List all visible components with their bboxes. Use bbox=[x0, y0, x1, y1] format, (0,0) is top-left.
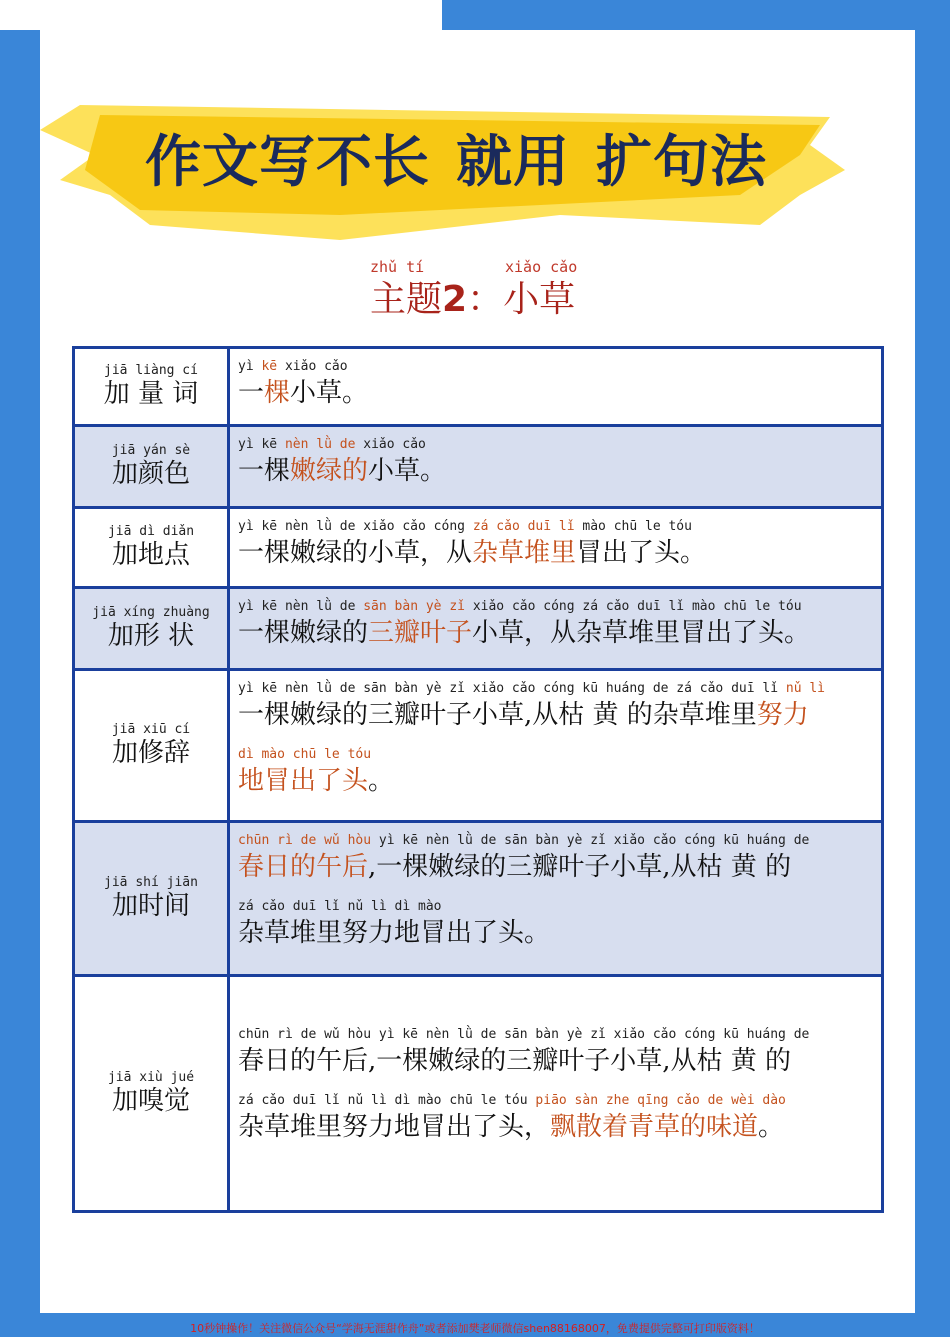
table-row bbox=[74, 670, 883, 822]
title-part-2: 就用 bbox=[456, 130, 570, 195]
title-part-1: 作文写不长 bbox=[145, 130, 430, 195]
row-label-pinyin: jiā liàng cí bbox=[104, 363, 198, 378]
pinyin-highlight: zá cǎo duī lǐ bbox=[472, 519, 575, 534]
pinyin-text: yì kē bbox=[238, 437, 278, 452]
sentence-highlight: 努力 bbox=[756, 700, 809, 730]
pinyin-highlight: chūn rì de wǔ hòu bbox=[238, 833, 372, 848]
topic-number: 2 bbox=[442, 279, 468, 320]
row-label: 加形 状 bbox=[107, 621, 195, 651]
row-label-cell bbox=[74, 976, 229, 1212]
pinyin-highlight: nèn lǜ de bbox=[284, 437, 356, 452]
topic-pinyin-a: zhǔ tí bbox=[370, 258, 425, 276]
pinyin-highlight: piāo sàn zhe qīng cǎo de wèi dào bbox=[527, 1093, 786, 1108]
pinyin-highlight: sān bàn yè zǐ bbox=[363, 599, 465, 614]
sentence-highlight: 嫩绿的 bbox=[290, 456, 369, 486]
row-label-cell bbox=[74, 426, 229, 508]
pinyin-text: yì kē nèn lǜ de sān bàn yè zǐ xiǎo cǎo cóng kū huáng de bbox=[371, 833, 810, 848]
pinyin-text: yì kē nèn lǜ de sān bàn yè zǐ xiǎo cǎo cóng kū huáng de zá cǎo duī lǐ bbox=[238, 681, 779, 696]
row-label-cell bbox=[74, 822, 229, 976]
sentence-text: ,一棵嫩绿的三瓣叶子小草,从枯 黄 的 bbox=[368, 852, 792, 882]
row-label-pinyin: jiā dì diǎn bbox=[107, 524, 195, 539]
table-row bbox=[74, 348, 883, 426]
table-row bbox=[74, 822, 883, 976]
row-label-cell bbox=[74, 588, 229, 670]
row-label-cell bbox=[74, 670, 229, 822]
sentence-text: 一棵嫩绿的小草，从 bbox=[238, 538, 473, 568]
footer-note: 10秒钟操作！关注微信公众号“学海无涯甜作舟”或者添加樊老师微信shen88168007，免费提供完整可打印版资料！ bbox=[190, 1322, 760, 1335]
row-content-cell bbox=[229, 508, 883, 588]
sentence-text: 。 bbox=[758, 1112, 785, 1142]
row-label: 加 量 词 bbox=[103, 379, 199, 409]
pinyin-text: yì bbox=[238, 359, 254, 374]
table-row bbox=[74, 976, 883, 1212]
row-label: 加时间 bbox=[111, 891, 190, 921]
row-label-cell bbox=[74, 348, 229, 426]
sentence-highlight: 杂草堆里 bbox=[472, 538, 577, 568]
row-content-cell bbox=[229, 670, 883, 822]
pinyin-text: zá cǎo duī lǐ nǔ lì dì mào bbox=[238, 899, 442, 914]
pinyin-text: yì kē nèn lǜ de xiǎo cǎo cóng bbox=[238, 519, 465, 534]
row-label: 加地点 bbox=[111, 540, 190, 570]
sentence-text: 冒出了头。 bbox=[576, 538, 707, 568]
topic-pinyin-b: xiǎo cǎo bbox=[505, 258, 578, 276]
pinyin-highlight: kē bbox=[261, 359, 278, 374]
sentence-text: 。 bbox=[368, 766, 395, 796]
table-row bbox=[74, 426, 883, 508]
sentence-highlight: 春日的午后 bbox=[238, 852, 369, 882]
pinyin-text: xiǎo cǎo bbox=[284, 359, 348, 374]
sentence-text: 杂草堆里努力地冒出了头， bbox=[238, 1112, 551, 1142]
row-content-cell bbox=[229, 822, 883, 976]
topic-colon: ： bbox=[467, 279, 504, 320]
sentence-text: 一 bbox=[238, 378, 265, 408]
row-content-cell bbox=[229, 588, 883, 670]
row-label-pinyin: jiā shí jiān bbox=[104, 875, 198, 890]
pinyin-text: xiǎo cǎo bbox=[363, 437, 426, 452]
sentence-text: 春日的午后,一棵嫩绿的三瓣叶子小草,从枯 黄 的 bbox=[238, 1046, 792, 1076]
sentence-text: 小草。 bbox=[290, 378, 369, 408]
title-part-3: 扩句法 bbox=[596, 130, 767, 195]
row-label: 加颜色 bbox=[111, 459, 190, 489]
row-content-cell bbox=[229, 426, 883, 508]
sentence-text: 小草。 bbox=[368, 456, 447, 486]
main-title bbox=[145, 118, 793, 198]
row-label-pinyin: jiā yán sè bbox=[111, 443, 191, 458]
pinyin-text: mào chū le tóu bbox=[582, 519, 692, 534]
pinyin-highlight: nǔ lì bbox=[785, 681, 826, 696]
pinyin-text: chūn rì de wǔ hòu yì kē nèn lǜ de sān bàn yè zǐ xiǎo cǎo cóng kū huáng de bbox=[238, 1027, 810, 1042]
sentence-text: 一棵嫩绿的三瓣叶子小草,从枯 黄 的杂草堆里 bbox=[238, 700, 757, 730]
sentence-text: 一棵 bbox=[238, 456, 291, 486]
sentence-highlight: 三瓣叶子 bbox=[368, 618, 473, 648]
pinyin-highlight: dì mào chū le tóu bbox=[238, 747, 372, 762]
row-label: 加修辞 bbox=[111, 738, 190, 768]
sentence-highlight: 飘散着青草的味道 bbox=[550, 1112, 759, 1142]
row-content-cell bbox=[229, 976, 883, 1212]
topic-label: 主题 bbox=[370, 279, 443, 320]
row-content-cell bbox=[229, 348, 883, 426]
top-white-strip bbox=[0, 0, 442, 30]
sentence-text: 杂草堆里努力地冒出了头。 bbox=[238, 918, 551, 948]
row-label-pinyin: jiā xíng zhuàng bbox=[92, 605, 210, 620]
table-row bbox=[74, 588, 883, 670]
sentence-text: 一棵嫩绿的 bbox=[238, 618, 369, 648]
sentence-text: 小草，从杂草堆里冒出了头。 bbox=[472, 618, 811, 648]
row-label-pinyin: jiā xiū cí bbox=[111, 722, 191, 737]
topic-heading bbox=[370, 258, 577, 322]
row-label: 加嗅觉 bbox=[111, 1086, 190, 1116]
pinyin-text: xiǎo cǎo cóng zá cǎo duī lǐ mào chū le tóu bbox=[472, 599, 802, 614]
sentence-highlight: 地冒出了头 bbox=[238, 766, 369, 796]
topic-name: 小草 bbox=[503, 279, 576, 320]
row-label-pinyin: jiā xiù jué bbox=[107, 1070, 195, 1085]
pinyin-text: zá cǎo duī lǐ nǔ lì dì mào chū le tóu bbox=[238, 1093, 528, 1108]
sentence-highlight: 棵 bbox=[264, 378, 291, 408]
row-label-cell bbox=[74, 508, 229, 588]
table-row bbox=[74, 508, 883, 588]
expansion-table bbox=[72, 346, 884, 1213]
pinyin-text: yì kē nèn lǜ de bbox=[238, 599, 356, 614]
